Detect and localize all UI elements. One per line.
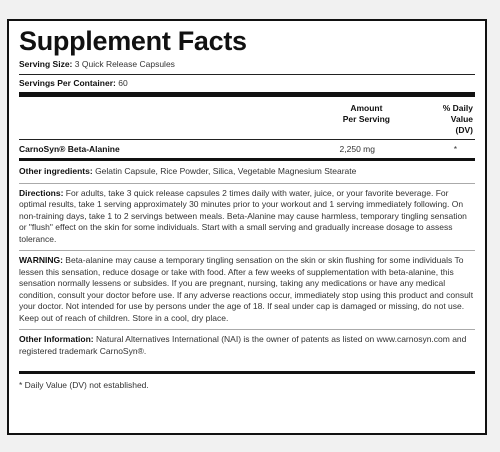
warning-label: WARNING: xyxy=(19,255,63,265)
footnote: * Daily Value (DV) not established. xyxy=(19,380,149,390)
warning-text: Beta-alanine may cause a temporary tingling sensation on the skin or skin flushing for some individuals To lessen this sensation, reduce dosage or take with food. After a few weeks of supplementation with beta-alanine, this sensation normally lessens or subsides. If you are pregnant, nursing, taking any medications or have any medical condition, consult your doctor before use. If any adverse reactions occur, immediately stop using this product and consult your doctor. Not intended for use by persons under the age of 18. If seal under cap is damaged or missing, do not use. Keep out of reach of children. Store in a cool, dry place. xyxy=(19,255,474,323)
other-ingredients-label: Other ingredients: xyxy=(19,166,93,176)
table-row xyxy=(19,140,475,158)
servings-per-container xyxy=(19,78,475,89)
divider xyxy=(19,329,475,330)
divider-thick xyxy=(19,158,475,161)
ingredient-dv: * xyxy=(453,144,457,154)
servings-per-container-label: Servings Per Container: xyxy=(19,78,116,88)
other-ingredients-text: Gelatin Capsule, Rice Powder, Silica, Vegetable Magnesium Stearate xyxy=(95,166,357,176)
other-information-label: Other Information: xyxy=(19,334,94,344)
divider-thick xyxy=(19,371,475,374)
directions-label: Directions: xyxy=(19,187,64,198)
daily-value-header: % Daily Value (DV) xyxy=(442,103,473,135)
serving-size-value: 3 Quick Release Capsules xyxy=(74,59,175,69)
serving-size xyxy=(19,59,475,70)
panel-title: Supplement Facts xyxy=(19,26,247,56)
ingredient-amount: 2,250 mg xyxy=(339,144,375,154)
other-information-text: Natural Alternatives International (NAI) is the owner of patents as listed on www.carnosyn.com and registered trademark CarnoSyn®. xyxy=(19,334,467,356)
other-ingredients xyxy=(19,166,475,178)
table-header xyxy=(19,97,475,139)
amount-per-serving-header: Amount Per Serving xyxy=(342,103,390,124)
directions-text: For adults, take 3 quick release capsules 2 times daily with water, juice, or your favorite beverage. For optimal results, take 1 serving approximately 30 minutes prior to your workout and 1 serving immediately following. On non-training days, take 1 to 2 servings between meals. Beta-Alanine may cause harmless, temporary tingling sensation or "flush" effect on the skin for some individuals. Start with a small serving and gradually increase dosage to assess tolerance. xyxy=(19,187,467,244)
divider xyxy=(19,183,475,184)
other-information xyxy=(19,334,475,357)
divider xyxy=(19,250,475,251)
supplement-facts-panel xyxy=(7,19,487,435)
ingredient-name: CarnoSyn® Beta-Alanine xyxy=(19,144,120,154)
serving-size-label: Serving Size: xyxy=(19,59,73,69)
warning xyxy=(19,255,475,324)
servings-per-container-value: 60 xyxy=(118,78,128,88)
divider xyxy=(19,74,475,75)
directions xyxy=(19,188,475,246)
